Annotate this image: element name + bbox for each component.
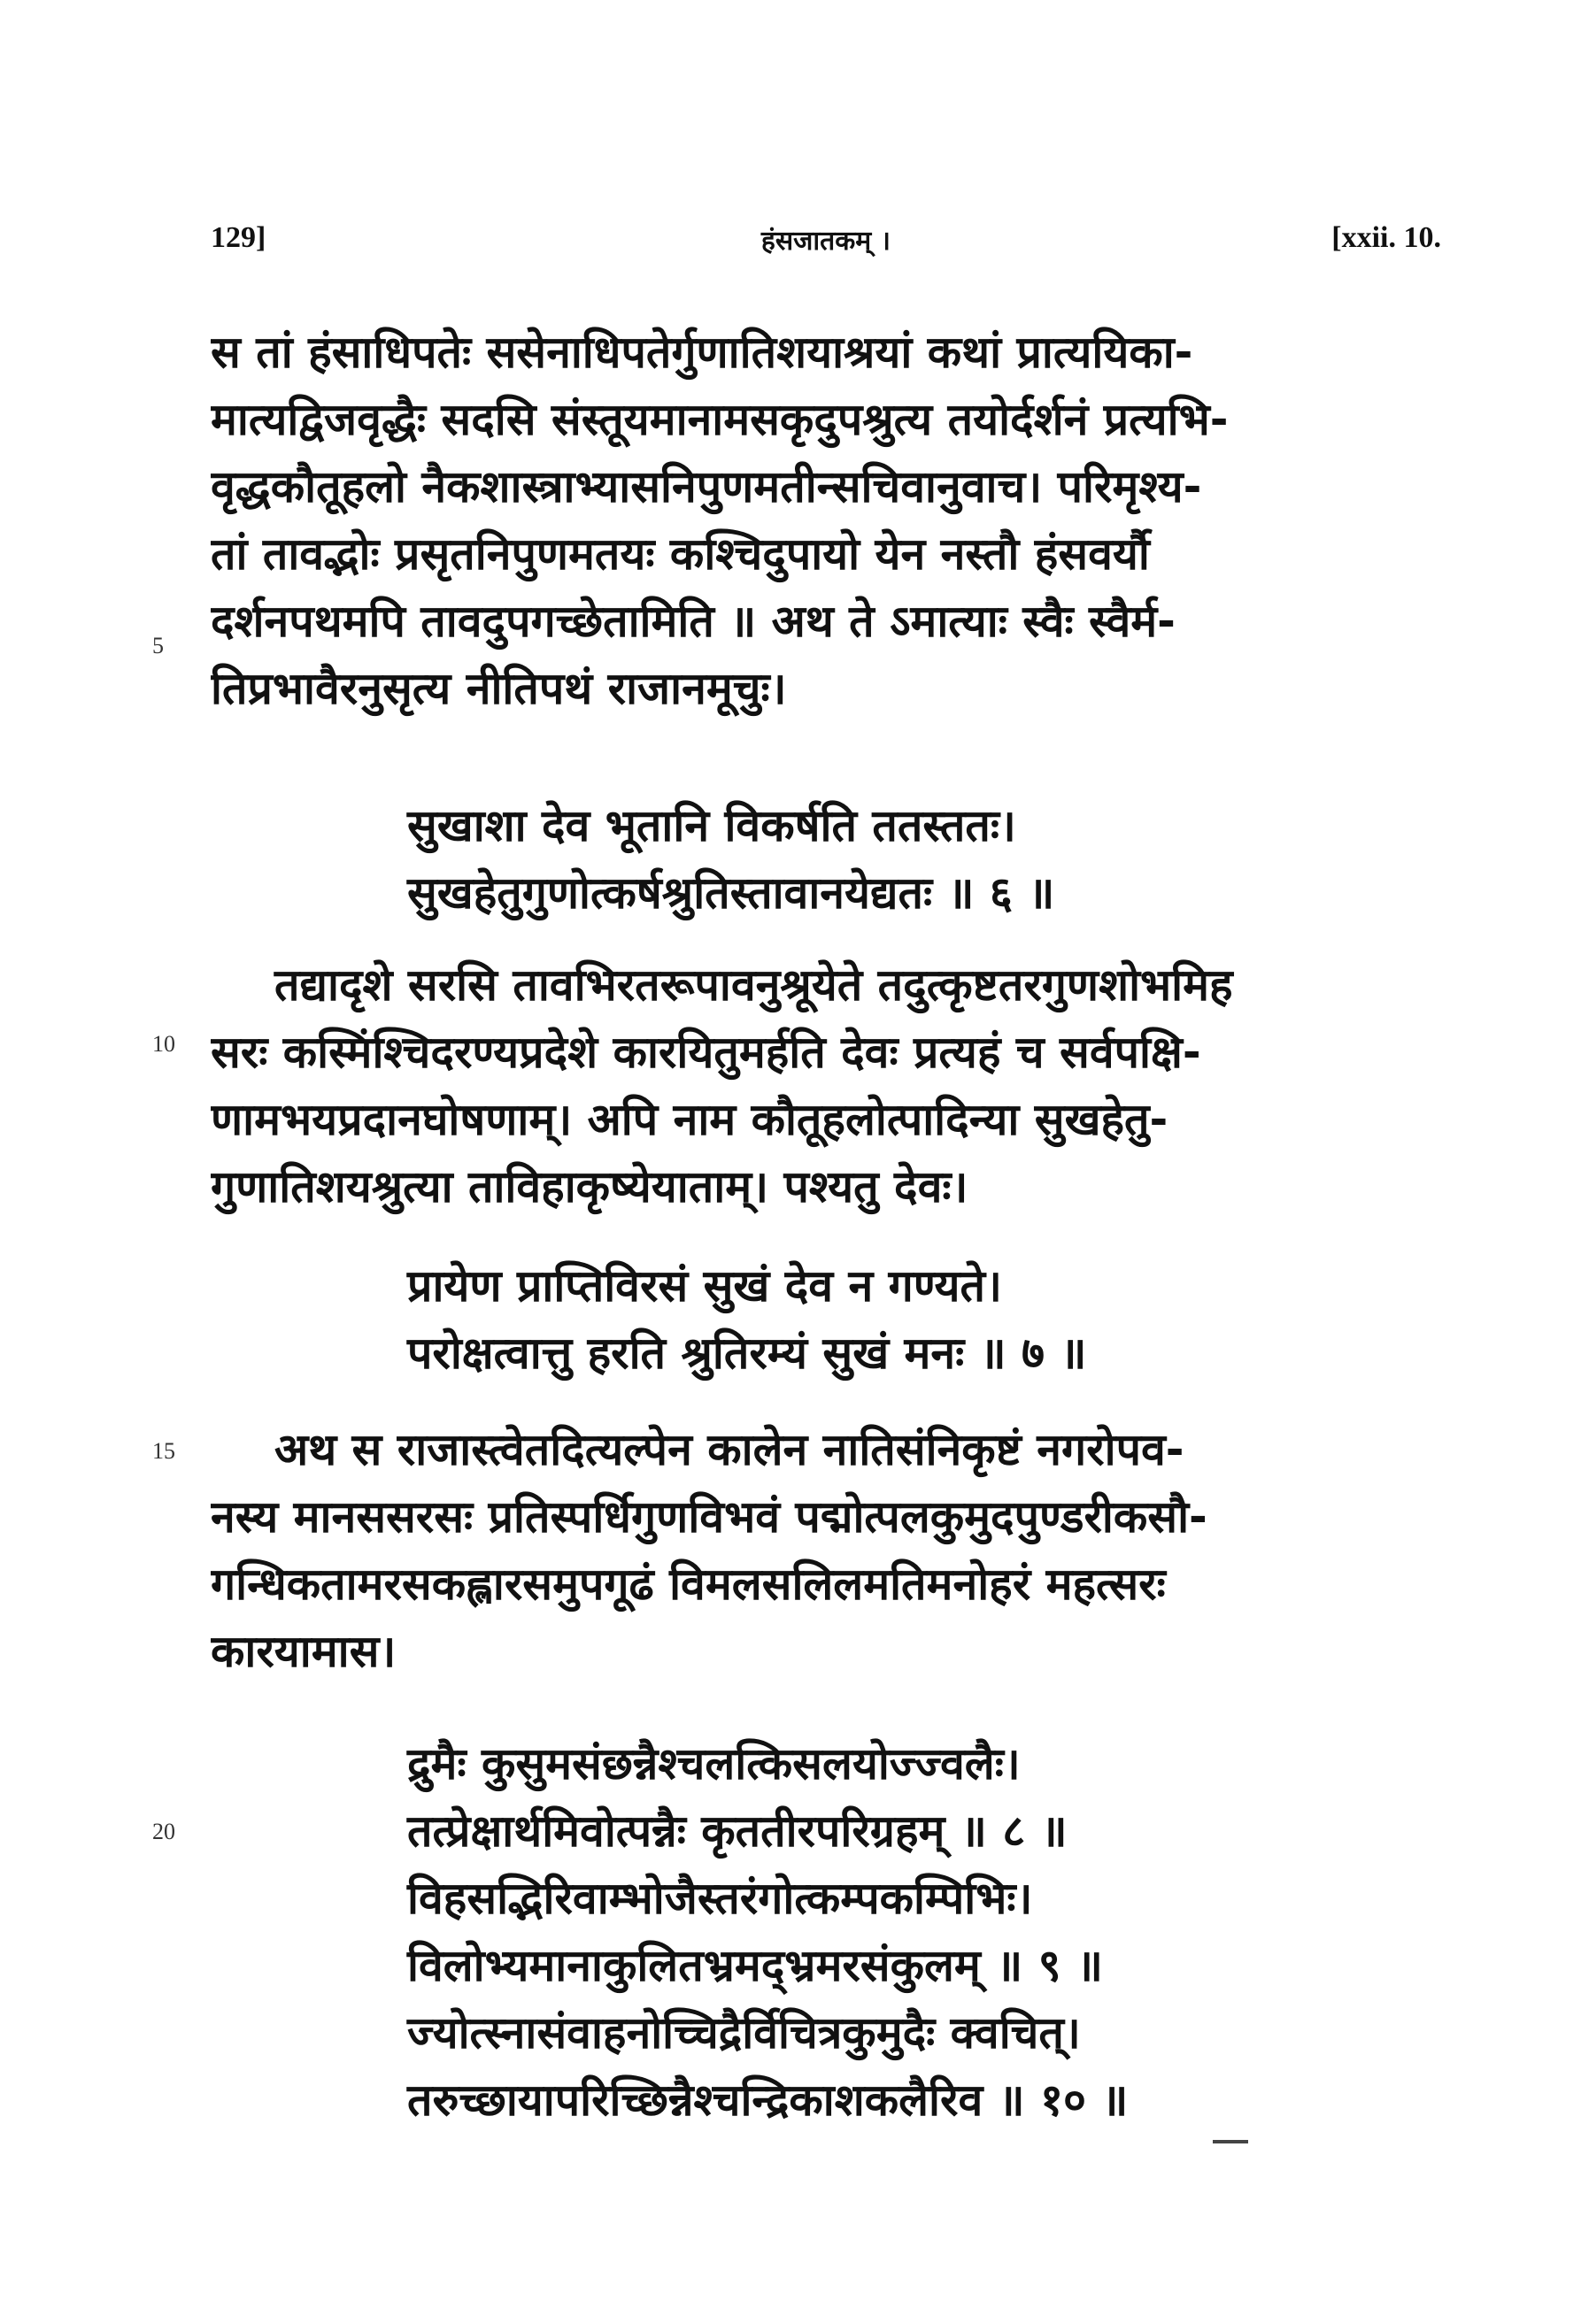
- verse-7: [407, 1252, 1292, 1387]
- verse-line: तरुच्छायापरिच्छिन्नैश्चन्द्रिकाशकलैरिव ॥ १० ॥: [407, 2074, 1129, 2126]
- text-line: अथ स राजास्त्वेतदित्यल्पेन कालेन नातिसंनिकृष्टं नगरोपव-: [274, 1424, 1184, 1475]
- text-line: कारयामास।: [211, 1626, 397, 1677]
- text-line: मात्यद्विजवृद्धैः सदसि संस्तूयमानामसकृदुपश्रुत्य तयोर्दर्शनं प्रत्यभि-: [211, 394, 1229, 445]
- verse-line: विलोभ्यमानाकुलितभ्रमद्भ्रमरसंकुलम् ॥ ९ ॥: [407, 1940, 1103, 1991]
- verse-line: परोक्षत्वात्तु हरति श्रुतिरम्यं सुखं मनः ॥ ७ ॥: [407, 1327, 1087, 1379]
- chapter-title: हंसजातकम् ।: [760, 226, 891, 257]
- verse-line: सुखाशा देव भूतानि विकर्षति ततस्ततः।: [407, 800, 1016, 851]
- text-line: सरः कस्मिंश्चिदरण्यप्रदेशे कारयितुमर्हति देवः प्रत्यहं च सर्वपक्षि-: [211, 1027, 1201, 1078]
- verse-6: [407, 792, 1292, 927]
- text-line: वृद्धकौतूहलो नैकशास्त्राभ्यासनिपुणमतीन्सचिवानुवाच। परिमृश्य-: [211, 461, 1202, 512]
- text-line: नस्य मानससरसः प्रतिस्पर्धिगुणविभवं पद्मोत्पलकुमुदपुण्डरीकसौ-: [211, 1491, 1207, 1543]
- text-line: गुणातिशयश्रुत्या ताविहाकृष्येयाताम्। पश्यतु देवः।: [211, 1161, 968, 1212]
- page-end-mark: [1213, 2140, 1248, 2143]
- line-number-5: 5: [152, 633, 164, 658]
- verse-line: विहसद्भिरिवाम्भोजैस्तरंगोत्कम्पकम्पिभिः।: [407, 1873, 1033, 1924]
- text-line: तां तावद्भोः प्रसृतनिपुणमतयः कश्चिदुपायो येन नस्तौ हंसवर्यौ: [211, 528, 1150, 580]
- verse-line: ज्योत्स्नासंवाहनोच्चिद्रैर्विचित्रकुमुदैः क्वचित्।: [407, 2007, 1081, 2059]
- paragraph-1: [211, 319, 1441, 722]
- verse-line: तत्प्रेक्षार्थमिवोत्पन्नैः कृततीरपरिग्रहम् ॥ ८ ॥: [407, 1805, 1068, 1857]
- text-line: गन्धिकतामरसकह्लारसमुपगूढं विमलसलिलमतिमनोहरं महत्सरः: [211, 1558, 1166, 1610]
- verses-8-to-10: [407, 1730, 1292, 2134]
- chapter-reference: [xxii. 10.: [1331, 221, 1441, 254]
- text-line: तद्यादृशे सरसि तावभिरतरूपावनुश्रूयेते तदुत्कृष्टतरगुणशोभमिह: [274, 959, 1233, 1011]
- text-line: स तां हंसाधिपतेः ससेनाधिपतेर्गुणातिशयाश्रयां कथां प्रात्ययिका-: [211, 327, 1193, 378]
- paragraph-3: [211, 1416, 1441, 1685]
- paragraph-2: [211, 951, 1441, 1220]
- line-number-10: 10: [152, 1031, 175, 1057]
- verse-line: सुखहेतुगुणोत्कर्षश्रुतिस्तावानयेद्यतः ॥ ६ ॥: [407, 867, 1055, 919]
- verse-line: द्रुमैः कुसुमसंछन्नैश्चलत्किसलयोज्ज्वलैः।: [407, 1738, 1021, 1789]
- verse-line: प्रायेण प्राप्तिविरसं सुखं देव न गण्यते।: [407, 1260, 1002, 1312]
- line-number-20: 20: [152, 1819, 175, 1844]
- line-number-15: 15: [152, 1438, 175, 1464]
- page-number: 129]: [211, 221, 266, 254]
- text-line: दर्शनपथमपि तावदुपगच्छेतामिति ॥ अथ ते ऽमात्याः स्वैः स्वैर्म-: [211, 596, 1176, 647]
- running-header: [211, 221, 1441, 274]
- text-line: णामभयप्रदानघोषणाम्। अपि नाम कौतूहलोत्पादिन्या सुखहेतु-: [211, 1094, 1168, 1145]
- text-line: तिप्रभावैरनुसृत्य नीतिपथं राजानमूचुः।: [211, 663, 787, 714]
